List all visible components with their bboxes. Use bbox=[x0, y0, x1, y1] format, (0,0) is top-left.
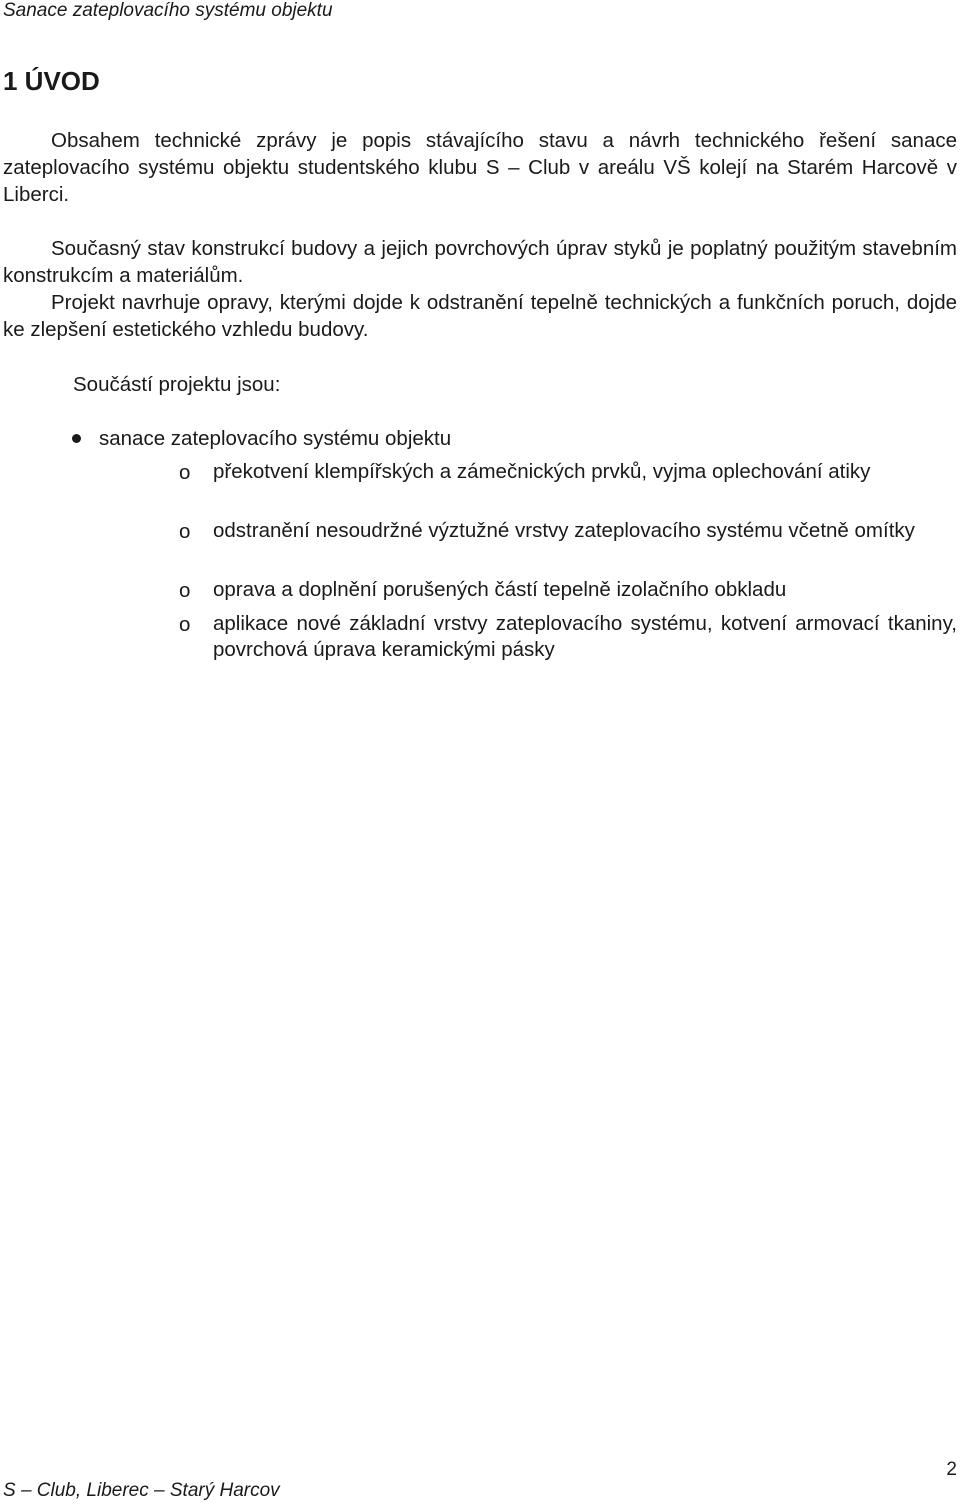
sub-bullet-marker: o bbox=[179, 461, 191, 484]
main-bullet-item: sanace zateplovacího systému objektu bbox=[99, 427, 452, 450]
sub-list-item: aplikace nové základní vrstvy zateplovacího systému, kotvení armovací tkaniny, povrchová úprava keramickými pásky bbox=[213, 612, 957, 661]
intro-paragraph: Obsahem technické zprávy je popis stávajícího stavu a návrh technického řešení sanace zateplovacího systému objektu studentského klubu S – Club v areálu VŠ kolejí na Starém Harcově v Liberci. bbox=[3, 129, 957, 206]
page-number: 2 bbox=[946, 1459, 957, 1480]
sub-list-item: odstranění nesoudržné výztužné vrstvy zateplovacího systému včetně omítky bbox=[213, 519, 915, 542]
page-header: Sanace zateplovacího systému objektu bbox=[3, 0, 333, 21]
project-parts-label: Součástí projektu jsou: bbox=[73, 373, 281, 396]
project-proposal-paragraph: Projekt navrhuje opravy, kterými dojde k odstranění tepelně technických a funkčních poruch, dojde ke zlepšení estetického vzhledu budovy. bbox=[3, 291, 957, 341]
sub-bullet-marker: o bbox=[179, 613, 191, 636]
sub-bullet-marker: o bbox=[179, 579, 191, 602]
current-state-paragraph: Současný stav konstrukcí budovy a jejich povrchových úprav styků je poplatný použitým stavebním konstrukcím a materiálům. bbox=[3, 237, 957, 287]
sub-list-item: překotvení klempířských a zámečnických prvků, vyjma oplechování atiky bbox=[213, 460, 871, 483]
sub-bullet-marker: o bbox=[179, 520, 191, 543]
section-heading: 1 ÚVOD bbox=[3, 66, 100, 96]
bullet-icon bbox=[72, 434, 81, 443]
page-footer: S – Club, Liberec – Starý Harcov bbox=[3, 1480, 280, 1501]
sub-list-item: oprava a doplnění porušených částí tepelně izolačního obkladu bbox=[213, 578, 787, 601]
